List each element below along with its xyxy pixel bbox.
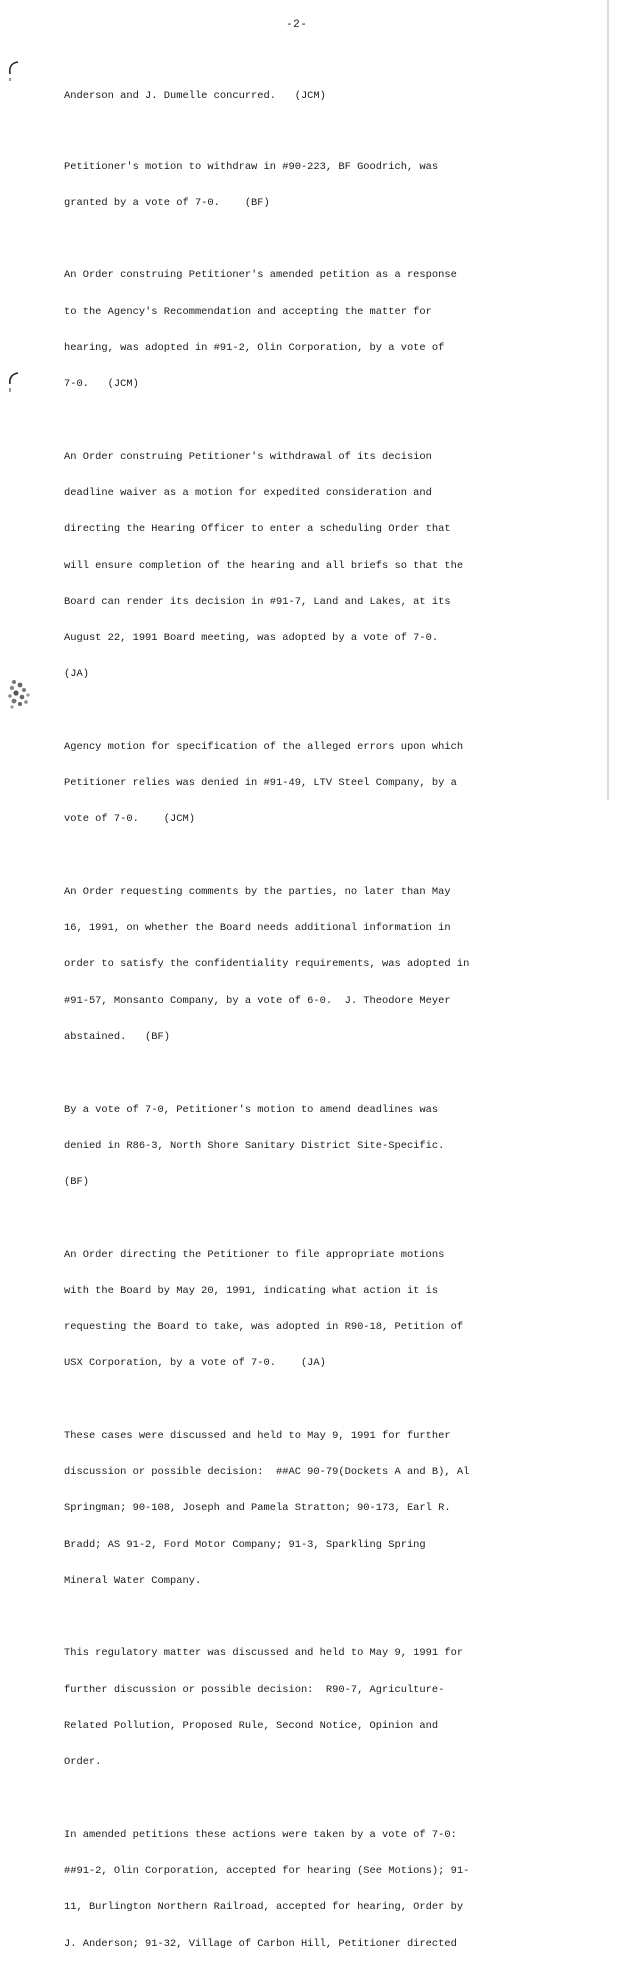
text-line: order to satisfy the confidentiality requirements, was adopted in: [64, 958, 470, 971]
text-line: abstained. (BF): [64, 1031, 171, 1044]
text-line: By a vote of 7-0, Petitioner's motion to amend deadlines was: [64, 1103, 439, 1116]
text-line: August 22, 1991 Board meeting, was adopted by a vote of 7-0.: [64, 632, 439, 645]
text-line: Board can render its decision in #91-7, Land and Lakes, at its: [64, 595, 451, 608]
paragraph-concurrence: [64, 66, 536, 126]
paragraph-monsanto-order: [64, 862, 536, 1068]
text-line: Related Pollution, Proposed Rule, Second Notice, Opinion and: [64, 1720, 439, 1732]
paragraph-land-and-lakes-order: [64, 427, 536, 705]
text-line: deadline waiver as a motion for expedited consideration and: [64, 487, 432, 499]
scan-stamp-mark: [4, 676, 34, 712]
text-line: vote of 7-0. (JCM): [64, 813, 195, 826]
text-line: An Order construing Petitioner's withdrawal of its decision: [64, 450, 432, 463]
scan-bracket-mark-top: [6, 60, 20, 88]
text-line: An Order construing Petitioner's amended petition as a response: [64, 269, 457, 282]
text-line: Petitioner's motion to withdraw in #90-223, BF Goodrich, was: [64, 160, 439, 173]
text-line: Anderson and J. Dumelle concurred. (JCM): [64, 90, 326, 103]
text-line: Petitioner relies was denied in #91-49, LTV Steel Company, by a: [64, 777, 457, 790]
text-line: USX Corporation, by a vote of 7-0. (JA): [64, 1357, 326, 1370]
text-line: requesting the Board to take, was adopted in R90-18, Petition of: [64, 1321, 464, 1334]
text-line: This regulatory matter was discussed and held to May 9, 1991 for: [64, 1647, 464, 1660]
text-line: #91-57, Monsanto Company, by a vote of 6-0. J. Theodore Meyer: [64, 994, 451, 1007]
text-line: hearing, was adopted in #91-2, Olin Corporation, by a vote of: [64, 341, 445, 354]
paragraph-olin-order: [64, 245, 536, 414]
text-line: An Order requesting comments by the parties, no later than May: [64, 885, 451, 898]
text-line: denied in R86-3, North Shore Sanitary District Site-Specific.: [64, 1139, 445, 1152]
scan-edge-line: [607, 0, 609, 800]
text-line: granted by a vote of 7-0. (BF): [64, 196, 270, 209]
text-line: directing the Hearing Officer to enter a scheduling Order that: [64, 523, 451, 536]
text-line: Mineral Water Company.: [64, 1574, 202, 1587]
scan-bracket-mark-middle: [6, 370, 20, 398]
text-line: with the Board by May 20, 1991, indicating what action it is: [64, 1284, 439, 1297]
text-line: (BF): [64, 1176, 89, 1189]
text-line: Bradd; AS 91-2, Ford Motor Company; 91-3, Sparkling Spring: [64, 1538, 426, 1551]
text-line: J. Anderson; 91-32, Village of Carbon Hill, Petitioner directed: [64, 1937, 457, 1950]
paragraph-regulatory-matter: [64, 1623, 536, 1792]
text-line: to the Agency's Recommendation and accepting the matter for: [64, 305, 432, 318]
text-line: further discussion or possible decision: R90-7, Agriculture-: [64, 1683, 445, 1696]
text-line: These cases were discussed and held to May 9, 1991 for further: [64, 1429, 451, 1442]
text-line: An Order directing the Petitioner to file appropriate motions: [64, 1248, 445, 1261]
text-line: 11, Burlington Northern Railroad, accepted for hearing, Order by: [64, 1901, 464, 1914]
text-line: will ensure completion of the hearing and all briefs so that the: [64, 559, 464, 572]
text-line: discussion or possible decision: ##AC 90-79(Dockets A and B), Al: [64, 1466, 470, 1479]
paragraph-cases-held: [64, 1406, 536, 1612]
page-number: -2-: [286, 19, 308, 31]
text-line: In amended petitions these actions were taken by a vote of 7-0:: [64, 1828, 457, 1841]
text-line: ##91-2, Olin Corporation, accepted for hearing (See Motions); 91-: [64, 1865, 470, 1878]
paragraph-goodrich-withdrawal: [64, 136, 536, 233]
text-line: 7-0. (JCM): [64, 378, 139, 391]
paragraph-amended-petitions: [64, 1805, 536, 1974]
paragraph-ltv-steel-motion: [64, 717, 536, 850]
text-line: (JA): [64, 668, 89, 681]
paragraph-usx-order: [64, 1224, 536, 1393]
paragraph-north-shore-motion: [64, 1079, 536, 1212]
text-line: Agency motion for specification of the alleged errors upon which: [64, 740, 464, 753]
text-line: Springman; 90-108, Joseph and Pamela Stratton; 90-173, Earl R.: [64, 1502, 451, 1515]
text-line: Order.: [64, 1756, 102, 1769]
body-text: [64, 66, 536, 1974]
text-line: 16, 1991, on whether the Board needs additional information in: [64, 922, 451, 935]
